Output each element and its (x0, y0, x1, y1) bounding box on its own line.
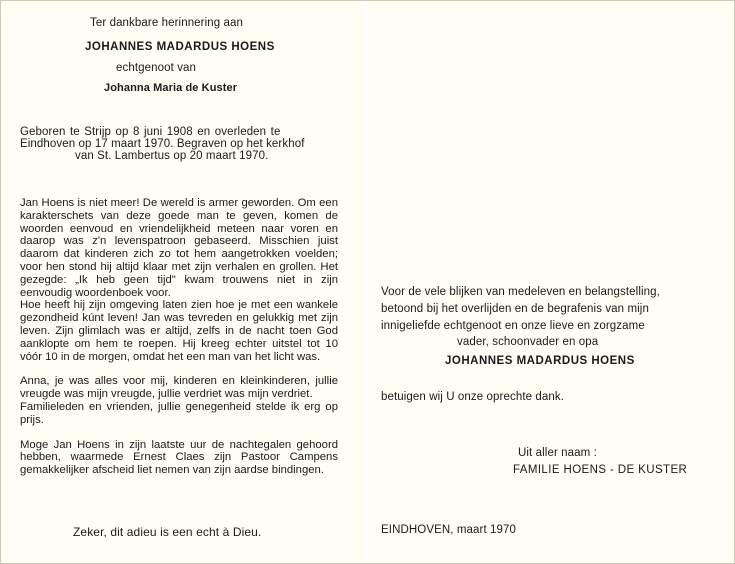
thanks-line-4: vader, schoonvader en opa (457, 336, 599, 348)
spouse-label: echtgenoot van (116, 62, 197, 74)
thanks-line-3: innigeliefde echtgenoot en onze lieve en zorgzame (381, 320, 645, 332)
tribute-text (20, 197, 338, 477)
bio-line-1: Geboren te Strijp op 8 juni 1908 en overleden te (20, 126, 281, 138)
paragraph: Hoe heeft hij zijn omgeving laten zien hoe je met een wankele gezondheid kúnt leven! Jan was tevreden en gelukkig met zijn leven. Zijn glimlach was er altijd, zelfs in de nacht toen God aanklopte om hem te roepen. Hij kreeg echter uitstel tot 10 vóór 10 in de morgen, omdat het een man van het licht was. (20, 299, 338, 363)
closing-line: Zeker, dit adieu is een echt à Dieu. (73, 525, 262, 539)
paragraph: Anna, je was alles voor mij, kinderen en kleinkinderen, jullie vreugde was mijn vreugde, jullie verdriet was mijn verdriet. (20, 375, 338, 401)
thanks-line-2: betoond bij het overlijden en de begrafenis van mijn (381, 303, 649, 315)
bio-line-2: Eindhoven op 17 maart 1970. Begraven op het kerkhof (20, 138, 305, 150)
intro-line: Ter dankbare herinnering aan (90, 17, 244, 29)
paragraph: Moge Jan Hoens in zijn laatste uur de nachtegalen gehoord hebben, waarmede Ernest Claes zijn Pastoor Campens gemakkelijker afscheid liet nemen van zijn aardse bindingen. (20, 438, 338, 477)
paragraph: Jan Hoens is niet meer! De wereld is armer geworden. Om een karakterschets van deze goede man te geven, komen de woorden eenvoud en vriendelijkheid meteen naar voren en daarop was z'n levenspatroon gebaseerd. Misschien juist daarom dat kinderen zich zo tot hem aangetrokken voelden; voor hen stond hij altijd klaar met zijn verhalen en grollen. Het gezegde: „Ik heb geen tijd" kwam trouwens niet in zijn eenvoudig woordenboek voor. (20, 197, 338, 299)
thanks-line-1: Voor de vele blijken van medeleven en belangstelling, (381, 286, 660, 298)
place-date: EINDHOVEN, maart 1970 (381, 524, 517, 536)
spouse-name: Johanna Maria de Kuster (104, 82, 238, 94)
thanks-end: betuigen wij U onze oprechte dank. (381, 391, 565, 403)
paragraph: Familieleden en vrienden, jullie genegenheid stelde ik erg op prijs. (20, 400, 338, 426)
signoff-label: Uit aller naam : (518, 447, 597, 459)
family-name: FAMILIE HOENS - DE KUSTER (513, 464, 688, 476)
deceased-name-right: JOHANNES MADARDUS HOENS (445, 355, 635, 367)
bio-line-3: van St. Lambertus op 20 maart 1970. (75, 150, 269, 162)
right-page (367, 0, 735, 564)
left-page (0, 0, 364, 564)
deceased-name: JOHANNES MADARDUS HOENS (85, 41, 275, 53)
